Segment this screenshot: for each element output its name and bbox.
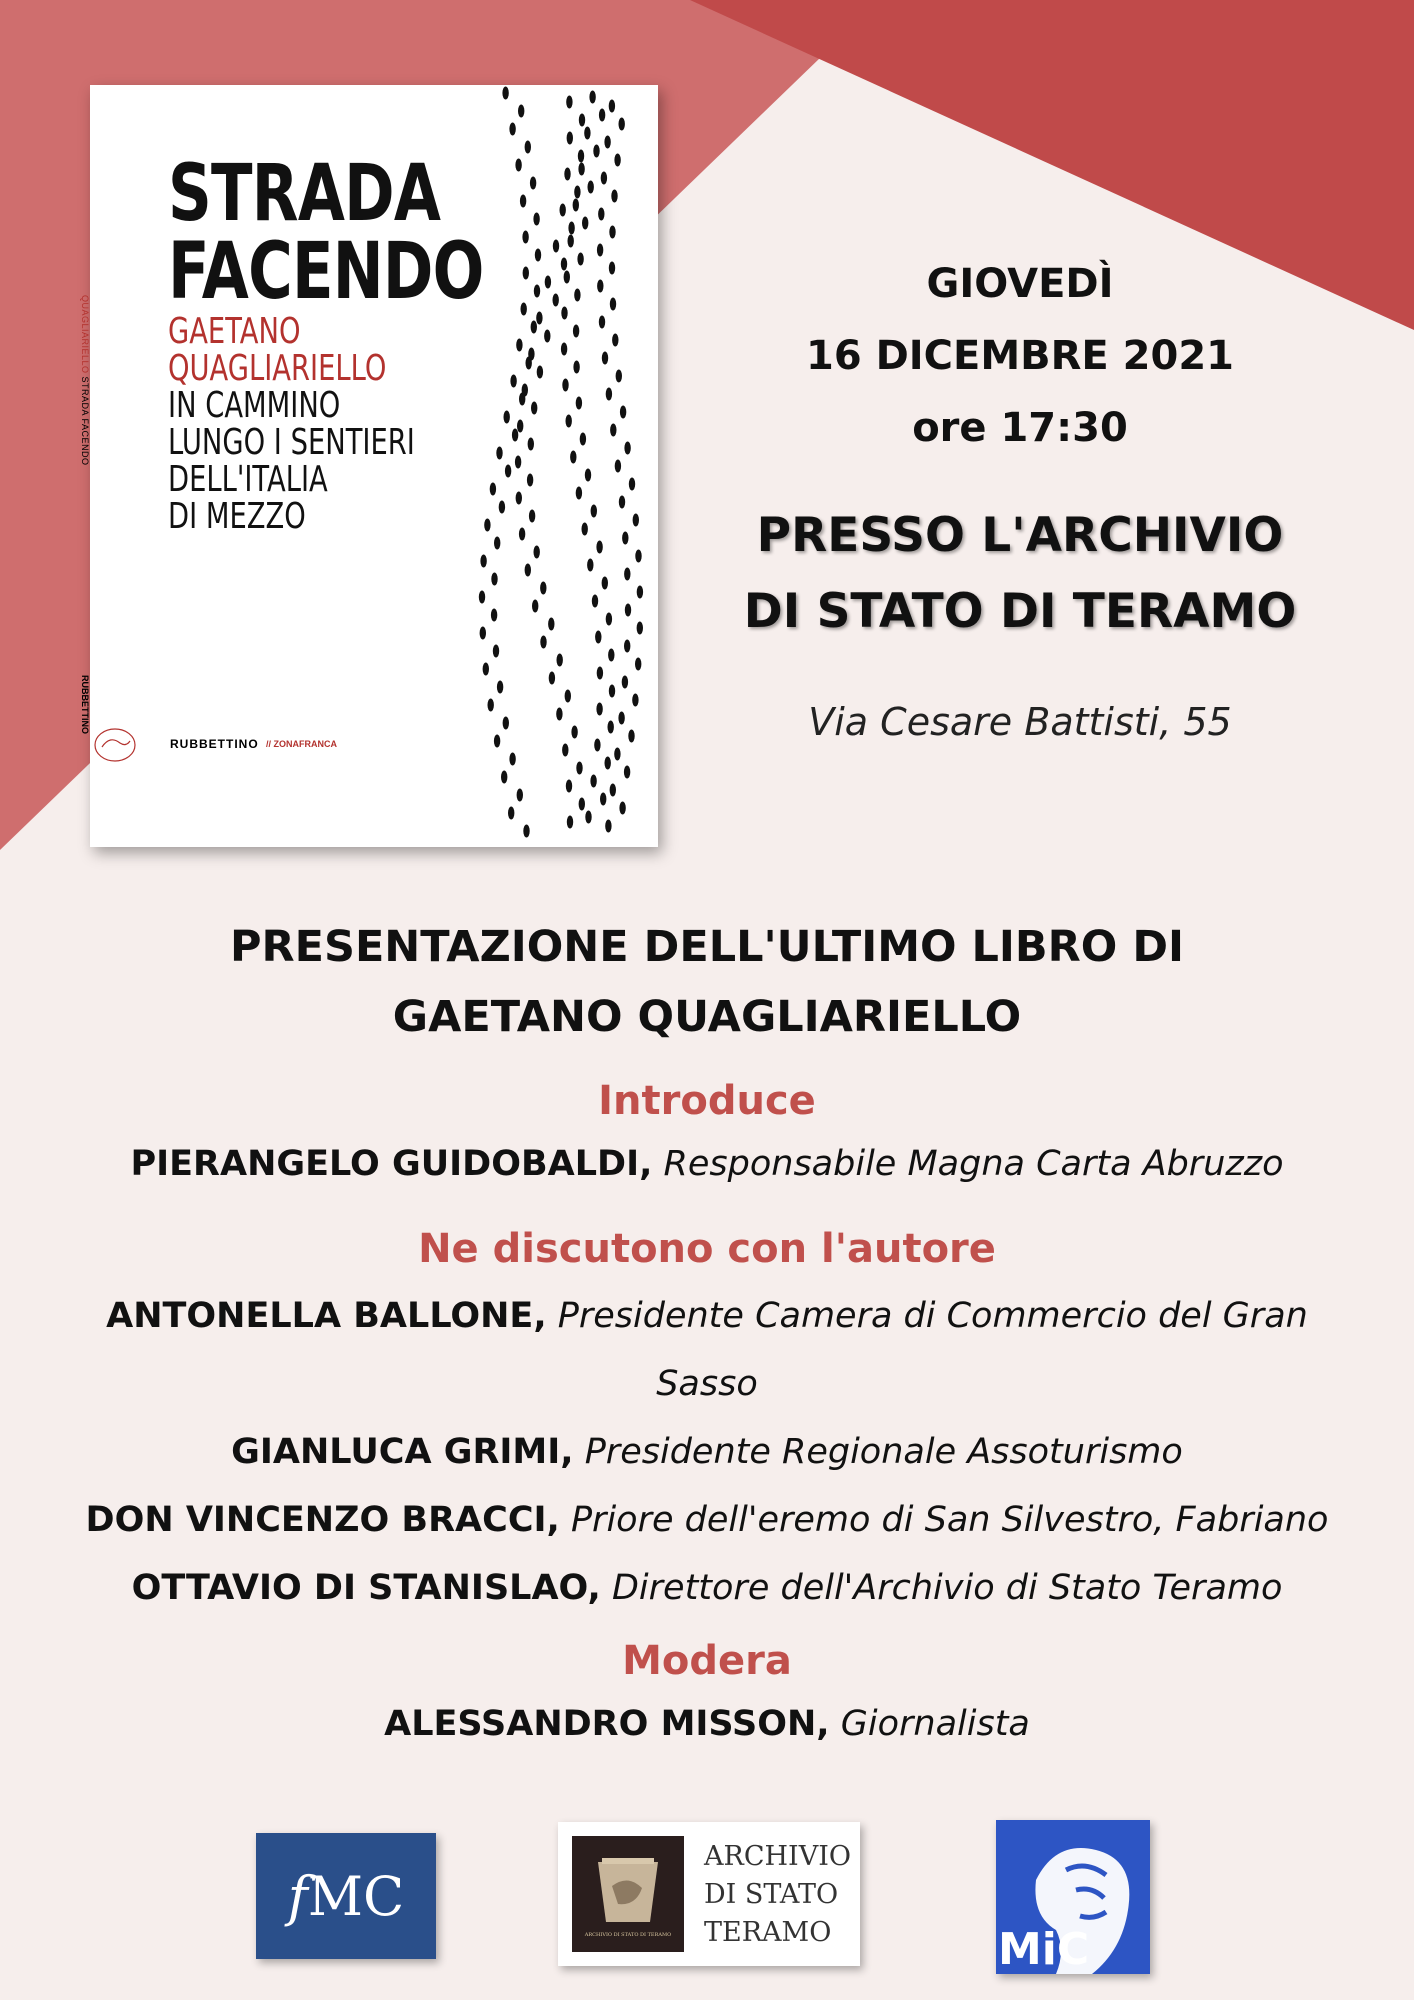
footprint-mark [488,699,494,712]
footprint-mark [608,649,614,662]
event-date-block [760,248,1280,464]
footprint-mark [564,168,570,181]
footprint-mark [596,703,602,716]
footprint-mark [578,163,584,176]
footprint-mark [609,226,615,239]
introduce-label: Introduce [598,1078,816,1124]
footprint-mark [525,564,531,577]
book-cover [80,85,658,847]
footprint-mark [528,438,534,451]
archive-emblem-image: ARCHIVIO DI STATO DI TERAMO [572,1836,684,1952]
footprint-mark [605,757,611,770]
footprint-mark [615,460,621,473]
footprint-mark [516,492,522,505]
footprint-mark [597,244,603,257]
footprint-mark [520,195,526,208]
discussant-line [20,1486,1394,1554]
footprint-mark [599,316,605,329]
event-time: ore 17:30 [912,405,1128,451]
footprint-mark [610,784,616,797]
footprint-mark [600,793,606,806]
footprint-mark [531,402,537,415]
footprint-mark [612,334,618,347]
footprint-mark [519,528,525,541]
footprint-mark [632,694,638,707]
footprint-mark [564,271,570,284]
footprint-mark [534,285,540,298]
footprint-mark [497,681,503,694]
book-spine-publisher: RUBBETTINO [80,675,90,734]
footprint-mark [515,159,521,172]
footprint-mark [587,559,593,572]
footprint-mark [616,370,622,383]
footprint-mark [533,213,539,226]
archivio-stato-teramo-logo [558,1822,860,1966]
footprint-mark [597,280,603,293]
footprint-mark [584,127,590,140]
footprint-mark [596,541,602,554]
footprint-mark [580,433,586,446]
discussant-line [20,1282,1394,1350]
footprint-mark [553,294,559,307]
footprint-mark [530,177,536,190]
footprint-mark [523,825,529,838]
footprint-mark [509,753,515,766]
footprint-mark [512,429,518,442]
footprint-mark [544,330,550,343]
footprint-mark [624,766,630,779]
book-subtitle: IN CAMMINO LUNGO I SENTIERI DELL'ITALIA DI MEZZO [168,385,415,537]
footprint-mark [565,690,571,703]
footprint-mark [589,91,595,104]
footprint-mark [501,771,507,784]
discussant-name: GIANLUCA GRIMI, [231,1432,574,1472]
footprint-mark [606,613,612,626]
footprint-mark [611,190,617,203]
footprint-mark [591,505,597,518]
footprint-mark [590,775,596,788]
footprint-mark [540,582,546,595]
footprint-mark [494,537,500,550]
moderator-label: Modera [622,1638,792,1684]
footprint-mark [562,379,568,392]
footprint-mark [560,204,566,217]
footprint-mark [545,276,551,289]
footprint-mark [491,609,497,622]
archivio-logo-text: ARCHIVIO DI STATO TERAMO [704,1841,851,1948]
footprint-mark [633,514,639,527]
footprint-mark [602,577,608,590]
footprint-mark [566,780,572,793]
footprint-mark [568,222,574,235]
footprint-mark [625,604,631,617]
footprint-mark [614,154,620,167]
footprint-mark [494,735,500,748]
footprint-mark [624,442,630,455]
footprint-mark [578,150,584,163]
introducer-name: PIERANGELO GUIDOBALDI, [130,1144,653,1184]
footprint-mark [483,663,489,676]
footprint-mark [556,708,562,721]
footprint-mark [532,600,538,613]
footprint-mark [562,744,568,757]
footprint-mark [604,136,610,149]
footprint-mark [561,307,567,320]
discussant-role: Direttore dell'Archivio di Stato Teramo [600,1568,1283,1608]
discussant-role: Presidente Camera di Commercio del Gran [546,1296,1308,1336]
footprint-mark [561,258,567,271]
book-publisher: RUBBETTINO [170,737,259,751]
footprint-mark [496,447,502,460]
footprint-mark [566,415,572,428]
event-day: GIOVEDÌ [926,261,1114,307]
footprint-mark [528,348,534,361]
footprint-mark [637,622,643,635]
footprint-mark [509,123,515,136]
footprint-mark [574,186,580,199]
footprint-mark [599,109,605,122]
footprint-mark [508,807,514,820]
footprint-mark [576,487,582,500]
footprint-mark [592,595,598,608]
footprint-mark [594,739,600,752]
footprint-mark [493,645,499,658]
footprint-mark [480,555,486,568]
footprints-illustration [470,85,658,847]
book-series: // ZONAFRANCA [266,739,337,749]
footprint-mark [576,762,582,775]
book-author: GAETANO QUAGLIARIELLO [168,311,387,389]
footprint-mark [504,411,510,424]
footprint-mark [480,627,486,640]
footprint-mark [516,339,522,352]
footprint-mark [595,631,601,644]
book-spine-text: QUAGLIARIELLO STRADA FACENDO [80,295,90,466]
footprint-mark [588,181,594,194]
footprint-mark [553,240,559,253]
footprint-mark [518,105,524,118]
presentation-heading: PRESENTAZIONE DELL'ULTIMO LIBRO DI GAETANO QUAGLIARIELLO [229,922,1185,1042]
footprint-mark [567,132,573,145]
discussant-line [20,1554,1394,1622]
footprint-mark [582,217,588,230]
mic-logo: MiC [996,1820,1150,1974]
introducer-line [20,1130,1394,1198]
footprint-mark [579,798,585,811]
moderator-role: Giornalista [829,1704,1030,1744]
footprint-mark [527,474,533,487]
footprint-mark [534,546,540,559]
footprint-mark [529,510,535,523]
event-date: 16 DICEMBRE 2021 [805,333,1235,379]
footprint-mark [622,532,628,545]
footprint-mark [601,172,607,185]
footprint-mark [537,366,543,379]
footprint-mark [522,231,528,244]
footprint-mark [505,465,511,478]
footprint-mark [598,208,604,221]
footprint-mark [628,730,634,743]
footprint-mark [517,420,523,433]
footprint-mark [624,640,630,653]
footprint-mark [499,501,505,514]
footprint-mark [620,406,626,419]
footprint-mark [585,469,591,482]
footprint-mark [622,676,628,689]
footprint-mark [619,118,625,131]
moderator-line [20,1690,1394,1758]
footprint-mark [579,114,585,127]
footprint-mark [523,267,529,280]
footprint-mark [635,550,641,563]
footprint-mark [619,496,625,509]
footprint-mark [536,312,542,325]
discussant-name: OTTAVIO DI STANISLAO, [131,1568,601,1608]
publisher-seal-icon [92,725,138,765]
footprint-mark [597,667,603,680]
footprint-mark [479,591,485,604]
discussant-role: Priore dell'eremo di San Silvestro, Fabriano [559,1500,1329,1540]
discussant-line [20,1418,1394,1486]
footprint-mark [609,685,615,698]
footprint-mark [576,397,582,410]
footprint-mark [610,298,616,311]
footprint-mark [593,145,599,158]
event-address: Via Cesare Battisti, 55 [808,700,1232,744]
discussant-role-cont: Sasso [656,1364,758,1404]
footprint-mark [608,721,614,734]
event-venue: PRESSO L'ARCHIVIO DI STATO DI TERAMO [743,508,1297,639]
footprint-mark [602,352,608,365]
footprint-mark [618,712,624,725]
footprint-mark [571,726,577,739]
discussant-line-continued [20,1350,1394,1418]
footprint-mark [561,343,567,356]
discussant-name: ANTONELLA BALLONE, [106,1296,547,1336]
moderator-name: ALESSANDRO MISSON, [384,1704,830,1744]
footprint-mark [535,249,541,262]
footprint-mark [573,325,579,338]
discussant-role: Presidente Regionale Assoturismo [573,1432,1183,1472]
footprint-mark [605,820,611,833]
footprint-mark [567,816,573,829]
footprint-mark [540,636,546,649]
footprint-mark [629,478,635,491]
footprint-mark [522,384,528,397]
footprint-mark [609,100,615,113]
footprint-mark [573,199,579,212]
footprint-mark [515,456,521,469]
footprint-mark [525,141,531,154]
footprint-mark [610,424,616,437]
introducer-role: Responsabile Magna Carta Abruzzo [652,1144,1284,1184]
footprint-mark [502,87,508,100]
footprint-mark [484,519,490,532]
footprint-mark [606,388,612,401]
discussants-label: Ne discutono con l'autore [418,1226,996,1272]
footprint-mark [582,523,588,536]
footprint-mark [614,748,620,761]
footprint-mark [491,573,497,586]
footprint-mark [585,811,591,824]
footprint-mark [574,289,580,302]
footprint-mark [619,802,625,815]
footprint-mark [637,586,643,599]
footprint-mark [510,375,516,388]
footprint-mark [548,618,554,631]
discussant-name: DON VINCENZO BRACCI, [85,1500,560,1540]
footprint-mark [521,303,527,316]
footprint-mark [490,483,496,496]
footprint-mark [557,654,563,667]
footprint-mark [566,96,572,109]
footprint-mark [531,321,537,334]
footprint-mark [624,568,630,581]
footprint-mark [503,717,509,730]
footprint-mark [609,262,615,275]
footprint-mark [549,672,555,685]
footprint-mark [568,235,574,248]
footprint-mark [517,789,523,802]
footprint-mark [573,361,579,374]
footprint-mark [570,451,576,464]
footprint-mark [635,658,641,671]
fmc-logo: f MC [256,1833,436,1959]
footprint-mark [577,253,583,266]
book-title: STRADA FACENDO [168,149,484,317]
